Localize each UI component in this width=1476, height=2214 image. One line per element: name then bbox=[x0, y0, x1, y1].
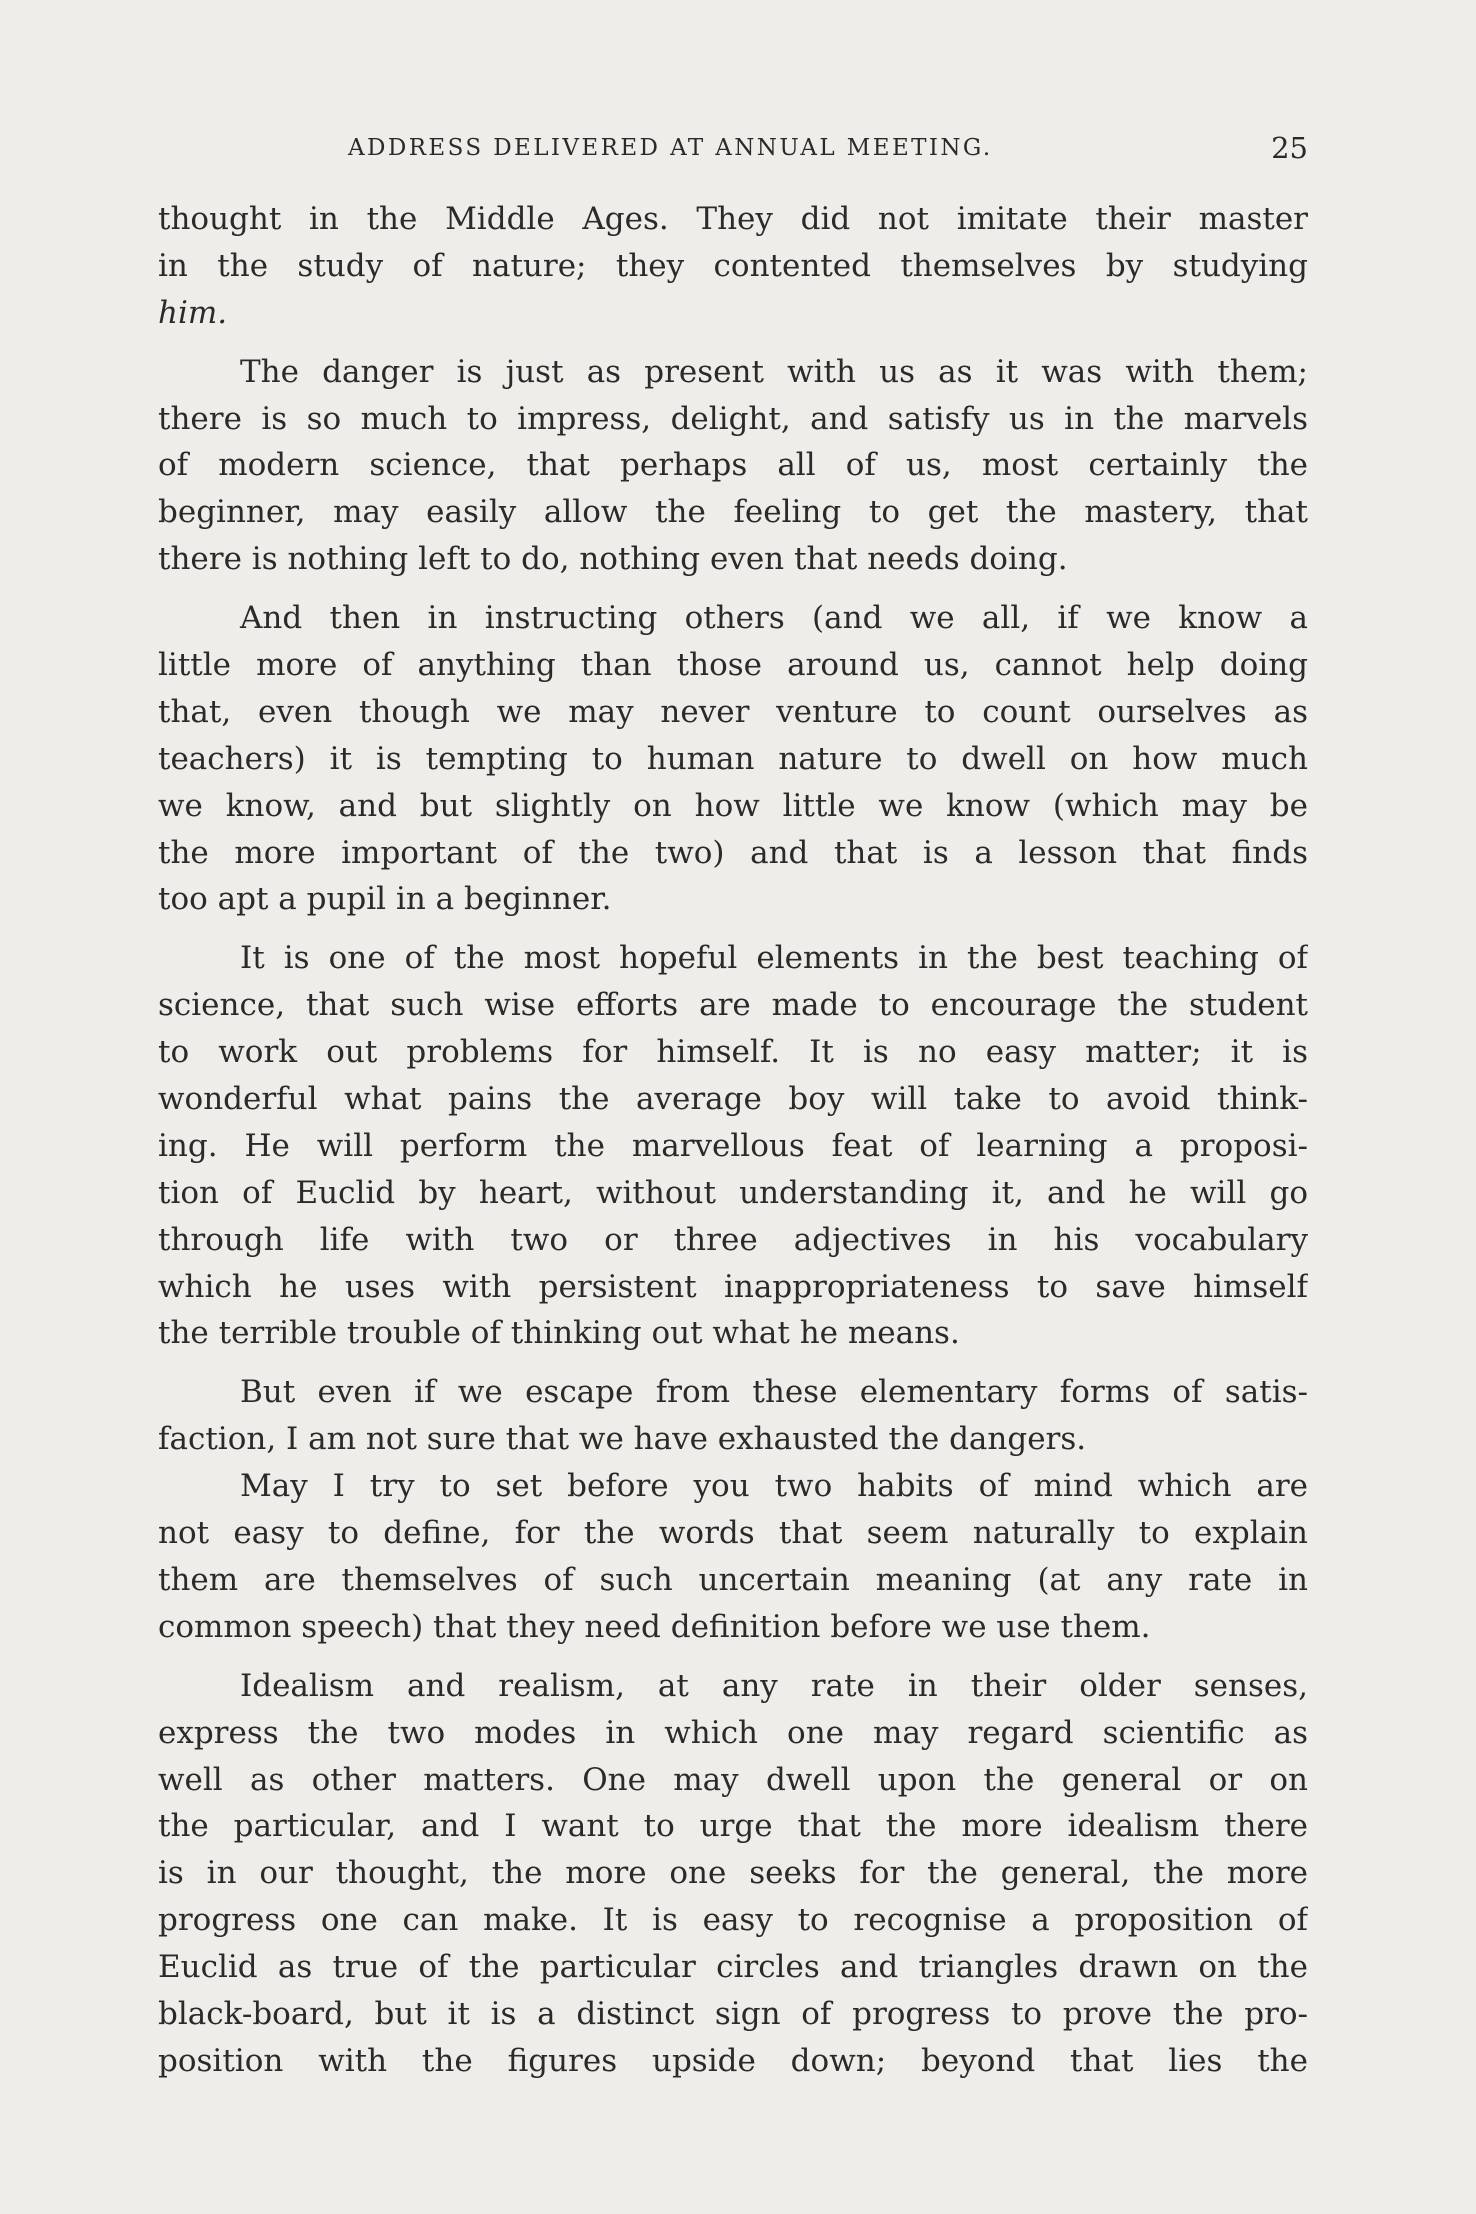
paragraph bbox=[158, 349, 1308, 583]
text-line: It is one of the most hopeful elements in the best teaching of bbox=[240, 940, 1308, 977]
text-line: the particular, and I want to urge that the more idealism there bbox=[158, 1808, 1308, 1845]
text-line: thought in the Middle Ages. They did not imitate their master bbox=[158, 201, 1308, 237]
text-line: progress one can make. It is easy to recognise a proposition of bbox=[158, 1902, 1308, 1939]
text-line: the more important of the two) and that is a lesson that finds bbox=[158, 834, 1308, 871]
text-line: wonderful what pains the average boy will take to avoid think- bbox=[158, 1081, 1308, 1118]
text-line: of modern science, that perhaps all of us, most certainly the bbox=[158, 447, 1308, 484]
text-line: little more of anything than those around us, cannot help doing bbox=[158, 647, 1308, 684]
text-line: And then in instructing others (and we all, if we know a bbox=[240, 600, 1308, 637]
text-line: the terrible trouble of thinking out what he means. bbox=[158, 1315, 960, 1352]
text-line: too apt a pupil in a beginner. bbox=[158, 881, 612, 918]
text-line: teachers) it is tempting to human nature to dwell on how much bbox=[158, 740, 1308, 777]
text-line: well as other matters. One may dwell upon the general or on bbox=[158, 1761, 1308, 1798]
text-line: there is nothing left to do, nothing even that needs doing. bbox=[158, 541, 1068, 578]
paragraph bbox=[158, 935, 1308, 1357]
text-line: through life with two or three adjectives in his vocabulary bbox=[158, 1221, 1308, 1258]
text-line: But even if we escape from these elementary forms of satis- bbox=[240, 1374, 1308, 1411]
page-number: 25 bbox=[1271, 131, 1308, 165]
text-line: black-board, but it is a distinct sign of progress to prove the pro- bbox=[158, 1995, 1308, 2032]
text-line: common speech) that they need definition before we use them. bbox=[158, 1608, 1151, 1645]
text-line: not easy to define, for the words that seem naturally to explain bbox=[158, 1515, 1308, 1552]
text-line: Euclid as true of the particular circles and triangles drawn on the bbox=[158, 1949, 1308, 1986]
text-line-italic: him. bbox=[158, 294, 228, 331]
text-line: Idealism and realism, at any rate in their older senses, bbox=[240, 1667, 1308, 1704]
text-line: in the study of nature; they contented themselves by studying bbox=[158, 247, 1308, 284]
text-line: The danger is just as present with us as it was with them; bbox=[240, 353, 1308, 390]
text-line: faction, I am not sure that we have exhausted the dangers. bbox=[158, 1421, 1087, 1458]
text-line: is in our thought, the more one seeks for the general, the more bbox=[158, 1855, 1308, 1892]
text-line: May I try to set before you two habits of mind which are bbox=[240, 1468, 1308, 1505]
text-line: express the two modes in which one may regard scientific as bbox=[158, 1714, 1308, 1751]
paragraph bbox=[158, 1663, 1308, 2085]
body-text bbox=[158, 196, 1308, 2085]
paragraph bbox=[158, 1369, 1308, 1463]
text-line: position with the figures upside down; beyond that lies the bbox=[158, 2042, 1308, 2079]
paragraph bbox=[158, 595, 1308, 923]
text-line: ing. He will perform the marvellous feat of learning a proposi- bbox=[158, 1127, 1308, 1164]
text-line: science, that such wise efforts are made to encourage the student bbox=[158, 987, 1308, 1024]
paragraph bbox=[158, 196, 1308, 337]
paragraph bbox=[158, 1463, 1308, 1651]
text-line: which he uses with persistent inappropriateness to save himself bbox=[158, 1268, 1308, 1305]
page-header bbox=[158, 128, 1308, 168]
text-line: to work out problems for himself. It is no easy matter; it is bbox=[158, 1034, 1308, 1071]
running-head: ADDRESS DELIVERED AT ANNUAL MEETING. bbox=[348, 135, 993, 161]
text-line: tion of Euclid by heart, without understanding it, and he will go bbox=[158, 1174, 1308, 1211]
text-line: them are themselves of such uncertain meaning (at any rate in bbox=[158, 1561, 1308, 1598]
text-line: that, even though we may never venture to count ourselves as bbox=[158, 693, 1308, 730]
text-line: beginner, may easily allow the feeling to get the mastery, that bbox=[158, 494, 1308, 531]
text-line: we know, and but slightly on how little we know (which may be bbox=[158, 787, 1308, 824]
text-line: there is so much to impress, delight, and satisfy us in the marvels bbox=[158, 400, 1308, 437]
